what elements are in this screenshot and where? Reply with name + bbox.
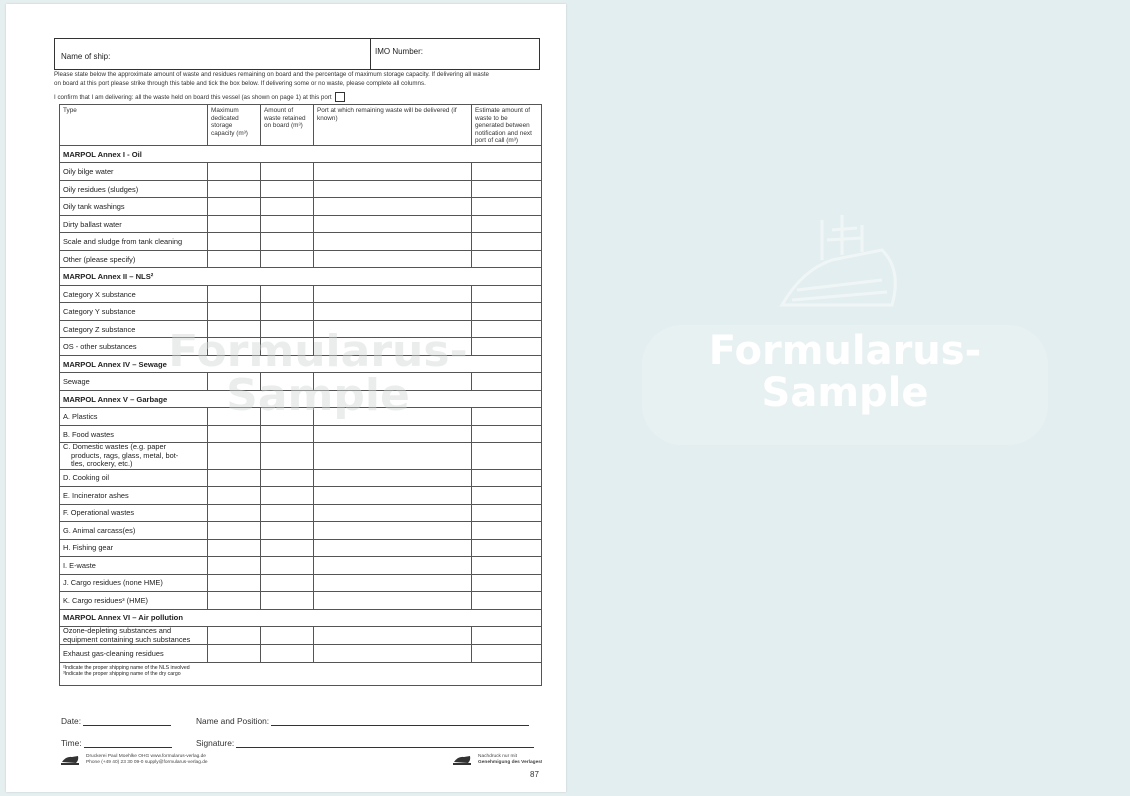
- row-label: [60, 443, 208, 469]
- instructions: [54, 71, 546, 88]
- cell-port[interactable]: [314, 487, 472, 505]
- right-blank-page: [566, 0, 1130, 796]
- table-row: [60, 504, 542, 522]
- cell-max[interactable]: [208, 215, 261, 233]
- cell-estimate[interactable]: [472, 557, 542, 575]
- section-title: MARPOL Annex VI – Air pollution: [60, 609, 542, 627]
- imo-number-field[interactable]: [371, 39, 539, 69]
- cell-max[interactable]: [208, 285, 261, 303]
- footnotes-row: [60, 662, 542, 685]
- watermark-banner: [642, 325, 1048, 445]
- cell-max[interactable]: [208, 443, 261, 469]
- ship-name-field[interactable]: [55, 39, 371, 69]
- row-label: Category Y substance: [60, 303, 208, 321]
- cell-port[interactable]: [314, 539, 472, 557]
- cell-port[interactable]: [314, 180, 472, 198]
- cell-max[interactable]: [208, 163, 261, 181]
- table-row: [60, 425, 542, 443]
- publisher-logo-icon: [452, 754, 472, 766]
- row-label: Oily residues (sludges): [60, 180, 208, 198]
- table-row: [60, 487, 542, 505]
- footnote-1: ²Indicate the proper shipping name of the NLS involved: [63, 664, 190, 671]
- table-row: [60, 338, 542, 356]
- row-label: E. Incinerator ashes: [60, 487, 208, 505]
- cell-estimate[interactable]: [472, 443, 542, 469]
- footer-left: [60, 754, 208, 766]
- footnotes: [60, 662, 542, 685]
- header-type: Type: [60, 105, 208, 146]
- confirm-row: [54, 92, 345, 102]
- table-row: [60, 557, 542, 575]
- table-row: [60, 539, 542, 557]
- cell-retained[interactable]: [261, 522, 314, 540]
- cell-retained[interactable]: [261, 163, 314, 181]
- section-annex4: [60, 355, 542, 373]
- row-label-line: tles, crockery, etc.): [71, 459, 133, 469]
- cell-max[interactable]: [208, 539, 261, 557]
- row-label: Oily tank washings: [60, 198, 208, 216]
- row-label-line: C. Domestic wastes (e.g. paper: [63, 442, 167, 452]
- section-title: MARPOL Annex V – Garbage: [60, 390, 542, 408]
- section-annex6: [60, 609, 542, 627]
- ship-name-label: Name of ship:: [61, 52, 111, 61]
- table-row: [60, 250, 542, 268]
- cell-port[interactable]: [314, 592, 472, 610]
- cell-max[interactable]: [208, 425, 261, 443]
- row-label-line: equipment containing such substances: [63, 634, 191, 644]
- cell-port[interactable]: [314, 408, 472, 426]
- time-field[interactable]: [61, 738, 172, 748]
- cell-estimate[interactable]: [472, 233, 542, 251]
- cell-port[interactable]: [314, 250, 472, 268]
- footer-right: [452, 754, 543, 766]
- cell-estimate[interactable]: [472, 320, 542, 338]
- cell-estimate[interactable]: [472, 338, 542, 356]
- section-title: MARPOL Annex IV – Sewage: [60, 355, 542, 373]
- cell-estimate[interactable]: [472, 250, 542, 268]
- row-label: D. Cooking oil: [60, 469, 208, 487]
- name-position-label: Name and Position:: [196, 716, 270, 726]
- row-label: K. Cargo residues³ (HME): [60, 592, 208, 610]
- row-label: Exhaust gas-cleaning residues: [60, 645, 208, 663]
- cell-port[interactable]: [314, 557, 472, 575]
- cell-estimate[interactable]: [472, 522, 542, 540]
- cell-port[interactable]: [314, 285, 472, 303]
- section-annex2: [60, 268, 542, 286]
- cell-max[interactable]: [208, 574, 261, 592]
- confirm-checkbox[interactable]: [335, 92, 345, 102]
- cell-estimate[interactable]: [472, 303, 542, 321]
- section-annex1: [60, 145, 542, 163]
- time-label: Time:: [61, 738, 82, 748]
- cell-max[interactable]: [208, 408, 261, 426]
- cell-max[interactable]: [208, 320, 261, 338]
- instruction-line1: Please state below the approximate amount of waste and residues remaining on board and the percentage of maximum storage capacity. If delivering all waste: [54, 71, 489, 78]
- cell-estimate[interactable]: [472, 163, 542, 181]
- waste-table: [59, 104, 542, 686]
- cell-estimate[interactable]: [472, 539, 542, 557]
- row-label-line: Ozone-depleting substances and: [63, 626, 172, 636]
- row-label: I. E-waste: [60, 557, 208, 575]
- cell-max[interactable]: [208, 303, 261, 321]
- table-row: [60, 408, 542, 426]
- watermark-line1: Formularus-: [168, 326, 468, 377]
- signature-label: Signature:: [196, 738, 235, 748]
- row-label: Dirty ballast water: [60, 215, 208, 233]
- row-label: A. Plastics: [60, 408, 208, 426]
- instruction-line2: on board at this port please strike through this table and tick the box below. If delivering some or no waste, please complete all columns.: [54, 79, 426, 87]
- cell-retained[interactable]: [261, 233, 314, 251]
- table-row: [60, 469, 542, 487]
- cell-retained[interactable]: [261, 574, 314, 592]
- cell-port[interactable]: [314, 338, 472, 356]
- table-row: [60, 215, 542, 233]
- ship-logo-icon: [762, 210, 922, 330]
- cell-port[interactable]: [314, 627, 472, 645]
- row-label: G. Animal carcass(es): [60, 522, 208, 540]
- cell-estimate[interactable]: [472, 373, 542, 391]
- row-label: J. Cargo residues (none HME): [60, 574, 208, 592]
- section-title: MARPOL Annex II – NLS²: [60, 268, 542, 286]
- header-max-capacity: Maximum dedicated storage capacity (m³): [208, 105, 261, 146]
- cell-retained[interactable]: [261, 645, 314, 663]
- section-annex5: [60, 390, 542, 408]
- cell-retained[interactable]: [261, 469, 314, 487]
- cell-estimate[interactable]: [472, 504, 542, 522]
- cell-retained[interactable]: [261, 592, 314, 610]
- cell-estimate[interactable]: [472, 215, 542, 233]
- watermark-line2: Sample: [226, 370, 410, 421]
- row-label: OS - other substances: [60, 338, 208, 356]
- imo-number-label: IMO Number:: [375, 47, 424, 56]
- cell-port[interactable]: [314, 574, 472, 592]
- table-row: [60, 303, 542, 321]
- cell-max[interactable]: [208, 338, 261, 356]
- cell-port[interactable]: [314, 443, 472, 469]
- row-label: Category Z substance: [60, 320, 208, 338]
- page-number: 87: [530, 770, 539, 779]
- row-label: Sewage: [60, 373, 208, 391]
- signature-field[interactable]: [196, 738, 534, 748]
- row-label: [60, 627, 208, 645]
- cell-retained[interactable]: [261, 443, 314, 469]
- table-row: [60, 592, 542, 610]
- cell-max[interactable]: [208, 373, 261, 391]
- cell-max[interactable]: [208, 592, 261, 610]
- table-row: [60, 373, 542, 391]
- cell-max[interactable]: [208, 504, 261, 522]
- cell-retained[interactable]: [261, 198, 314, 216]
- footer-right-line2: Genehmigung des Verlages!: [478, 760, 543, 765]
- cell-port[interactable]: [314, 215, 472, 233]
- cell-max[interactable]: [208, 522, 261, 540]
- cell-max[interactable]: [208, 233, 261, 251]
- publisher-logo-icon: [60, 754, 80, 766]
- cell-estimate[interactable]: [472, 408, 542, 426]
- cell-estimate[interactable]: [472, 285, 542, 303]
- table-row: [60, 198, 542, 216]
- confirm-text: I confirm that I am delivering: all the waste held on board this vessel (as shown on page 1) at this port: [54, 93, 332, 101]
- cell-estimate[interactable]: [472, 592, 542, 610]
- cell-retained[interactable]: [261, 504, 314, 522]
- cell-estimate[interactable]: [472, 645, 542, 663]
- cell-retained[interactable]: [261, 627, 314, 645]
- ship-header-box: [54, 38, 540, 70]
- date-label: Date:: [61, 716, 82, 726]
- name-position-field[interactable]: [196, 716, 529, 726]
- cell-retained[interactable]: [261, 408, 314, 426]
- cell-port[interactable]: [314, 425, 472, 443]
- cell-retained[interactable]: [261, 425, 314, 443]
- row-label: Oily bilge water: [60, 163, 208, 181]
- cell-port[interactable]: [314, 373, 472, 391]
- footer-left-line2: Phone (+49 40) 23 30 09-0 supply@formularus-verlag.de: [86, 760, 208, 765]
- cell-port[interactable]: [314, 303, 472, 321]
- cell-max[interactable]: [208, 487, 261, 505]
- cell-retained[interactable]: [261, 215, 314, 233]
- cell-estimate[interactable]: [472, 425, 542, 443]
- cell-retained[interactable]: [261, 303, 314, 321]
- watermark-line1: Formularus-: [708, 328, 982, 374]
- table-row: [60, 233, 542, 251]
- table-row: [60, 522, 542, 540]
- cell-estimate[interactable]: [472, 487, 542, 505]
- cell-port[interactable]: [314, 469, 472, 487]
- cell-port[interactable]: [314, 522, 472, 540]
- table-row: [60, 645, 542, 663]
- cell-port[interactable]: [314, 504, 472, 522]
- cell-estimate[interactable]: [472, 469, 542, 487]
- cell-retained[interactable]: [261, 338, 314, 356]
- cell-retained[interactable]: [261, 285, 314, 303]
- row-label: Category X substance: [60, 285, 208, 303]
- cell-estimate[interactable]: [472, 198, 542, 216]
- cell-max[interactable]: [208, 627, 261, 645]
- cell-estimate[interactable]: [472, 180, 542, 198]
- footer-left-line1: Druckerei Paul Moehlke OHG www.formularus-verlag.de: [86, 754, 206, 759]
- cell-max[interactable]: [208, 645, 261, 663]
- cell-retained[interactable]: [261, 487, 314, 505]
- cell-retained[interactable]: [261, 250, 314, 268]
- cell-retained[interactable]: [261, 180, 314, 198]
- table-row: [60, 320, 542, 338]
- row-label: B. Food wastes: [60, 425, 208, 443]
- cell-retained[interactable]: [261, 373, 314, 391]
- table-row: [60, 574, 542, 592]
- cell-estimate[interactable]: [472, 627, 542, 645]
- cell-port[interactable]: [314, 163, 472, 181]
- cell-max[interactable]: [208, 557, 261, 575]
- footnote-2: ³Indicate the proper shipping name of the dry cargo: [63, 671, 181, 678]
- cell-port[interactable]: [314, 198, 472, 216]
- date-field[interactable]: [61, 716, 171, 726]
- watermark-line2: Sample: [761, 370, 929, 416]
- cell-port[interactable]: [314, 645, 472, 663]
- cell-max[interactable]: [208, 250, 261, 268]
- table-row: [60, 180, 542, 198]
- cell-max[interactable]: [208, 469, 261, 487]
- table-header-row: [60, 105, 542, 146]
- table-row: [60, 443, 542, 469]
- cell-port[interactable]: [314, 233, 472, 251]
- table-row: [60, 285, 542, 303]
- cell-max[interactable]: [208, 180, 261, 198]
- row-label: H. Fishing gear: [60, 539, 208, 557]
- table-row: [60, 627, 542, 645]
- cell-retained[interactable]: [261, 539, 314, 557]
- cell-estimate[interactable]: [472, 574, 542, 592]
- section-title: MARPOL Annex I - Oil: [60, 145, 542, 163]
- table-row: [60, 163, 542, 181]
- cell-max[interactable]: [208, 198, 261, 216]
- row-label-line: products, rags, glass, metal, bot-: [71, 450, 179, 460]
- cell-port[interactable]: [314, 320, 472, 338]
- footer-right-line1: Nachdruck nur mit: [478, 754, 517, 759]
- row-label: F. Operational wastes: [60, 504, 208, 522]
- row-label: Other (please specify): [60, 250, 208, 268]
- header-retained: Amount of waste retained on board (m³): [261, 105, 314, 146]
- header-estimate: Estimate amount of waste to be generated between notification and next port of call (m³): [472, 105, 542, 146]
- cell-retained[interactable]: [261, 320, 314, 338]
- header-port: Port at which remaining waste will be delivered (if known): [314, 105, 472, 146]
- cell-retained[interactable]: [261, 557, 314, 575]
- row-label: Scale and sludge from tank cleaning: [60, 233, 208, 251]
